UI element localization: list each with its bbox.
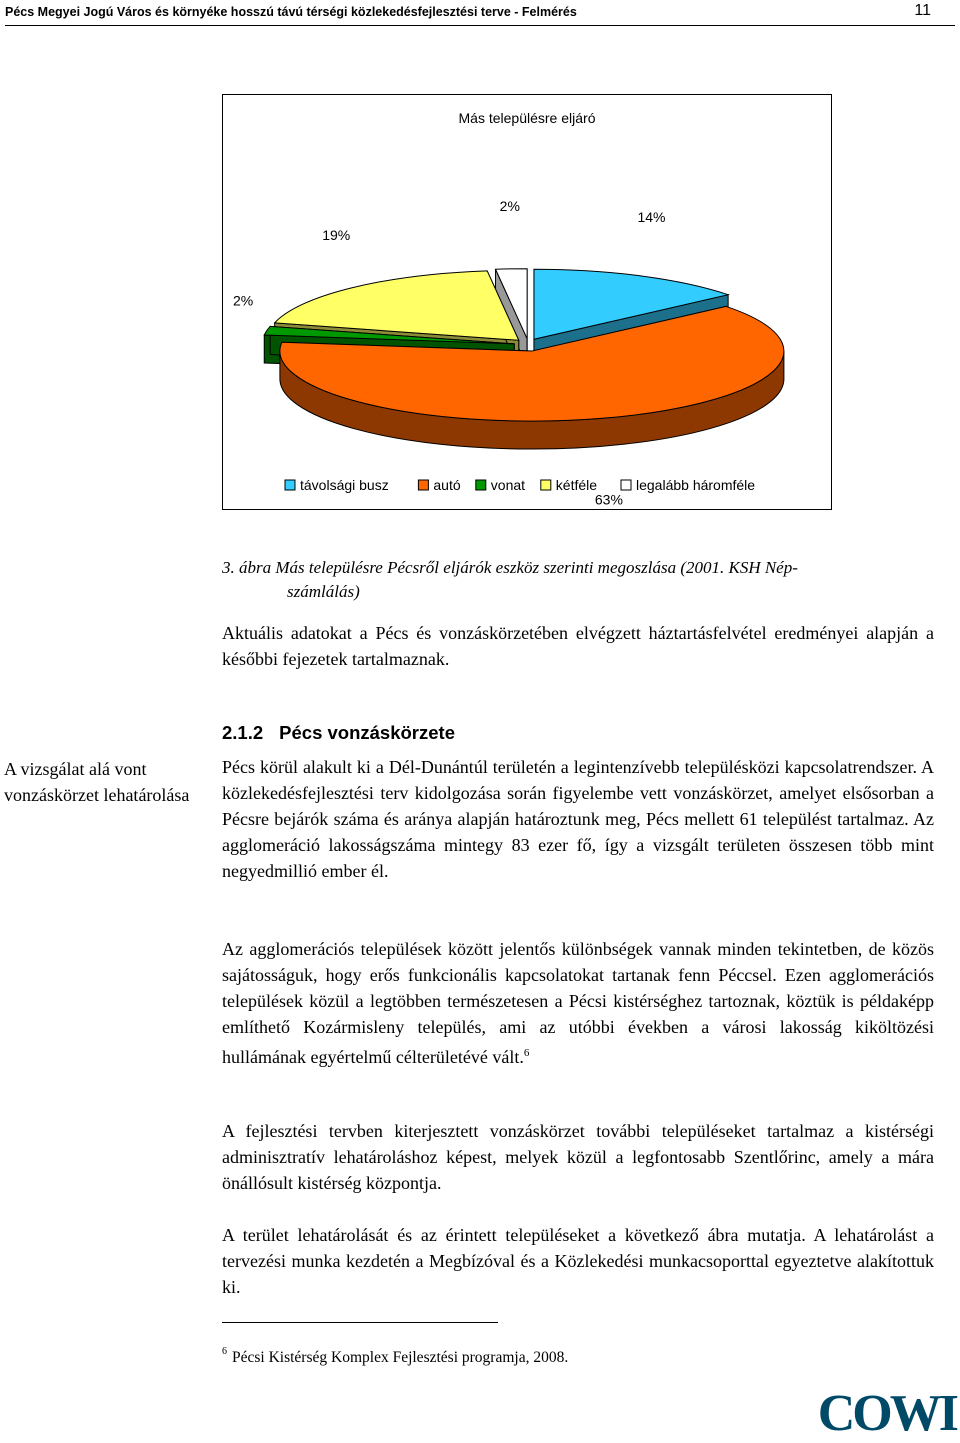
caption-line-2: számlálás) [287,582,360,601]
footnote-text: Pécsi Kistérség Komplex Fejlesztési programja, 2008. [232,1349,569,1367]
legend-label-távolsági-busz: távolsági busz [300,477,389,493]
pie-label-távolsági-busz: 14% [637,209,666,226]
section-heading [222,722,455,744]
legend-label-kétféle: kétféle [555,477,598,493]
chart-title: Más településre eljáró [458,110,596,126]
pie-label-legalább-háromféle: 2% [499,198,520,215]
paragraph-1: Pécs körül alakult ki a Dél-Dunántúl területén a legintenzívebb településközi kapcsolatrendszer. A közlekedésfejlesztési terv kidolgozása során figyelembe vett vonzáskörzet, amelyet elsősorban a Pécsre bejárók száma és aránya alapján határoztunk meg, Pécs mellett 61 települést tartalmaz. Az agglomeráció lakosságszáma mintegy 83 ezer fő, így a vizsgált területen összesen több mint negyedmillió ember él. [222,757,934,881]
caption-line-1: 3. ábra Más településre Pécsről eljárók eszköz szerinti megoszlása (2001. KSH Nép- [222,558,798,577]
legend-swatch-autó [418,480,428,490]
pie-chart-frame [222,94,832,510]
section-number: 2.1.2 [222,722,264,743]
legend-swatch-legalább-háromféle [621,480,631,490]
footnote-number: 6 [222,1346,227,1357]
legend-swatch-kétféle [541,480,551,490]
chart-legend [285,477,755,493]
cowi-logo: COWI [817,1385,956,1442]
figure-caption [222,556,912,604]
intro-paragraph: Aktuális adatokat a Pécs és vonzáskörzetében elvégzett háztartásfelvétel eredményei alapján a későbbi fejezetek tartalmaznak. [222,623,934,669]
legend-label-autó: autó [433,477,461,493]
footnote-divider [222,1322,498,1323]
legend-label-legalább-háromféle: legalább háromféle [636,477,756,493]
section-title: Pécs vonzáskörzete [279,722,455,743]
document-title: Pécs Megyei Jogú Város és környéke hosszú távú térségi közlekedésfejlesztési terve - Felmérés [5,5,577,19]
footnote-reference[interactable]: 6 [523,1047,530,1059]
footnote [222,1348,568,1367]
page-header [5,2,955,24]
legend-swatch-vonat [476,480,486,490]
pie-chart [223,95,831,509]
paragraph-4: A terület lehatárolását és az érintett településeket a következő ábra mutatja. A lehatárolást a tervezési munka kezdetén a Megbízóval és a Közlekedési munkacsoporttal egyeztetve alakítottuk ki. [222,1225,934,1297]
pie-label-kétféle: 19% [322,226,351,243]
paragraph-3: A fejlesztési tervben kiterjesztett vonzáskörzet további településeket tartalmaz a kistérségi adminisztratív lehatároláshoz képest, melyek közül a legfontosabb Szentlőrinc, amely a mára önállósult kistérség központja. [222,1121,934,1193]
paragraph-2 [222,936,934,1070]
paragraph-2-text: Az agglomerációs települések között jelentős különbségek vannak minden tekintetben, de közös sajátosságuk, hogy erős funkcionális kapcsolatokat tartanak fenn Péccsel. Ezen agglomerációs települések közül a legtöbben természetesen a Pécsi kistérséghez tartoznak, köztük is példaképp említhető Kozármisleny település, ami az utóbbi években a városi lakosság kiköltözési hullámának egyértelmű célterületévé vált. [222,939,934,1067]
legend-swatch-távolsági-busz [285,480,295,490]
legend-label-vonat: vonat [490,477,526,493]
page-number: 11 [914,2,931,19]
margin-note: A vizsgálat alá vont vonzáskörzet lehatárolása [4,759,190,805]
pie-label-vonat: 2% [233,292,254,309]
pie-label-autó: 63% [594,491,623,508]
header-divider [5,25,955,26]
